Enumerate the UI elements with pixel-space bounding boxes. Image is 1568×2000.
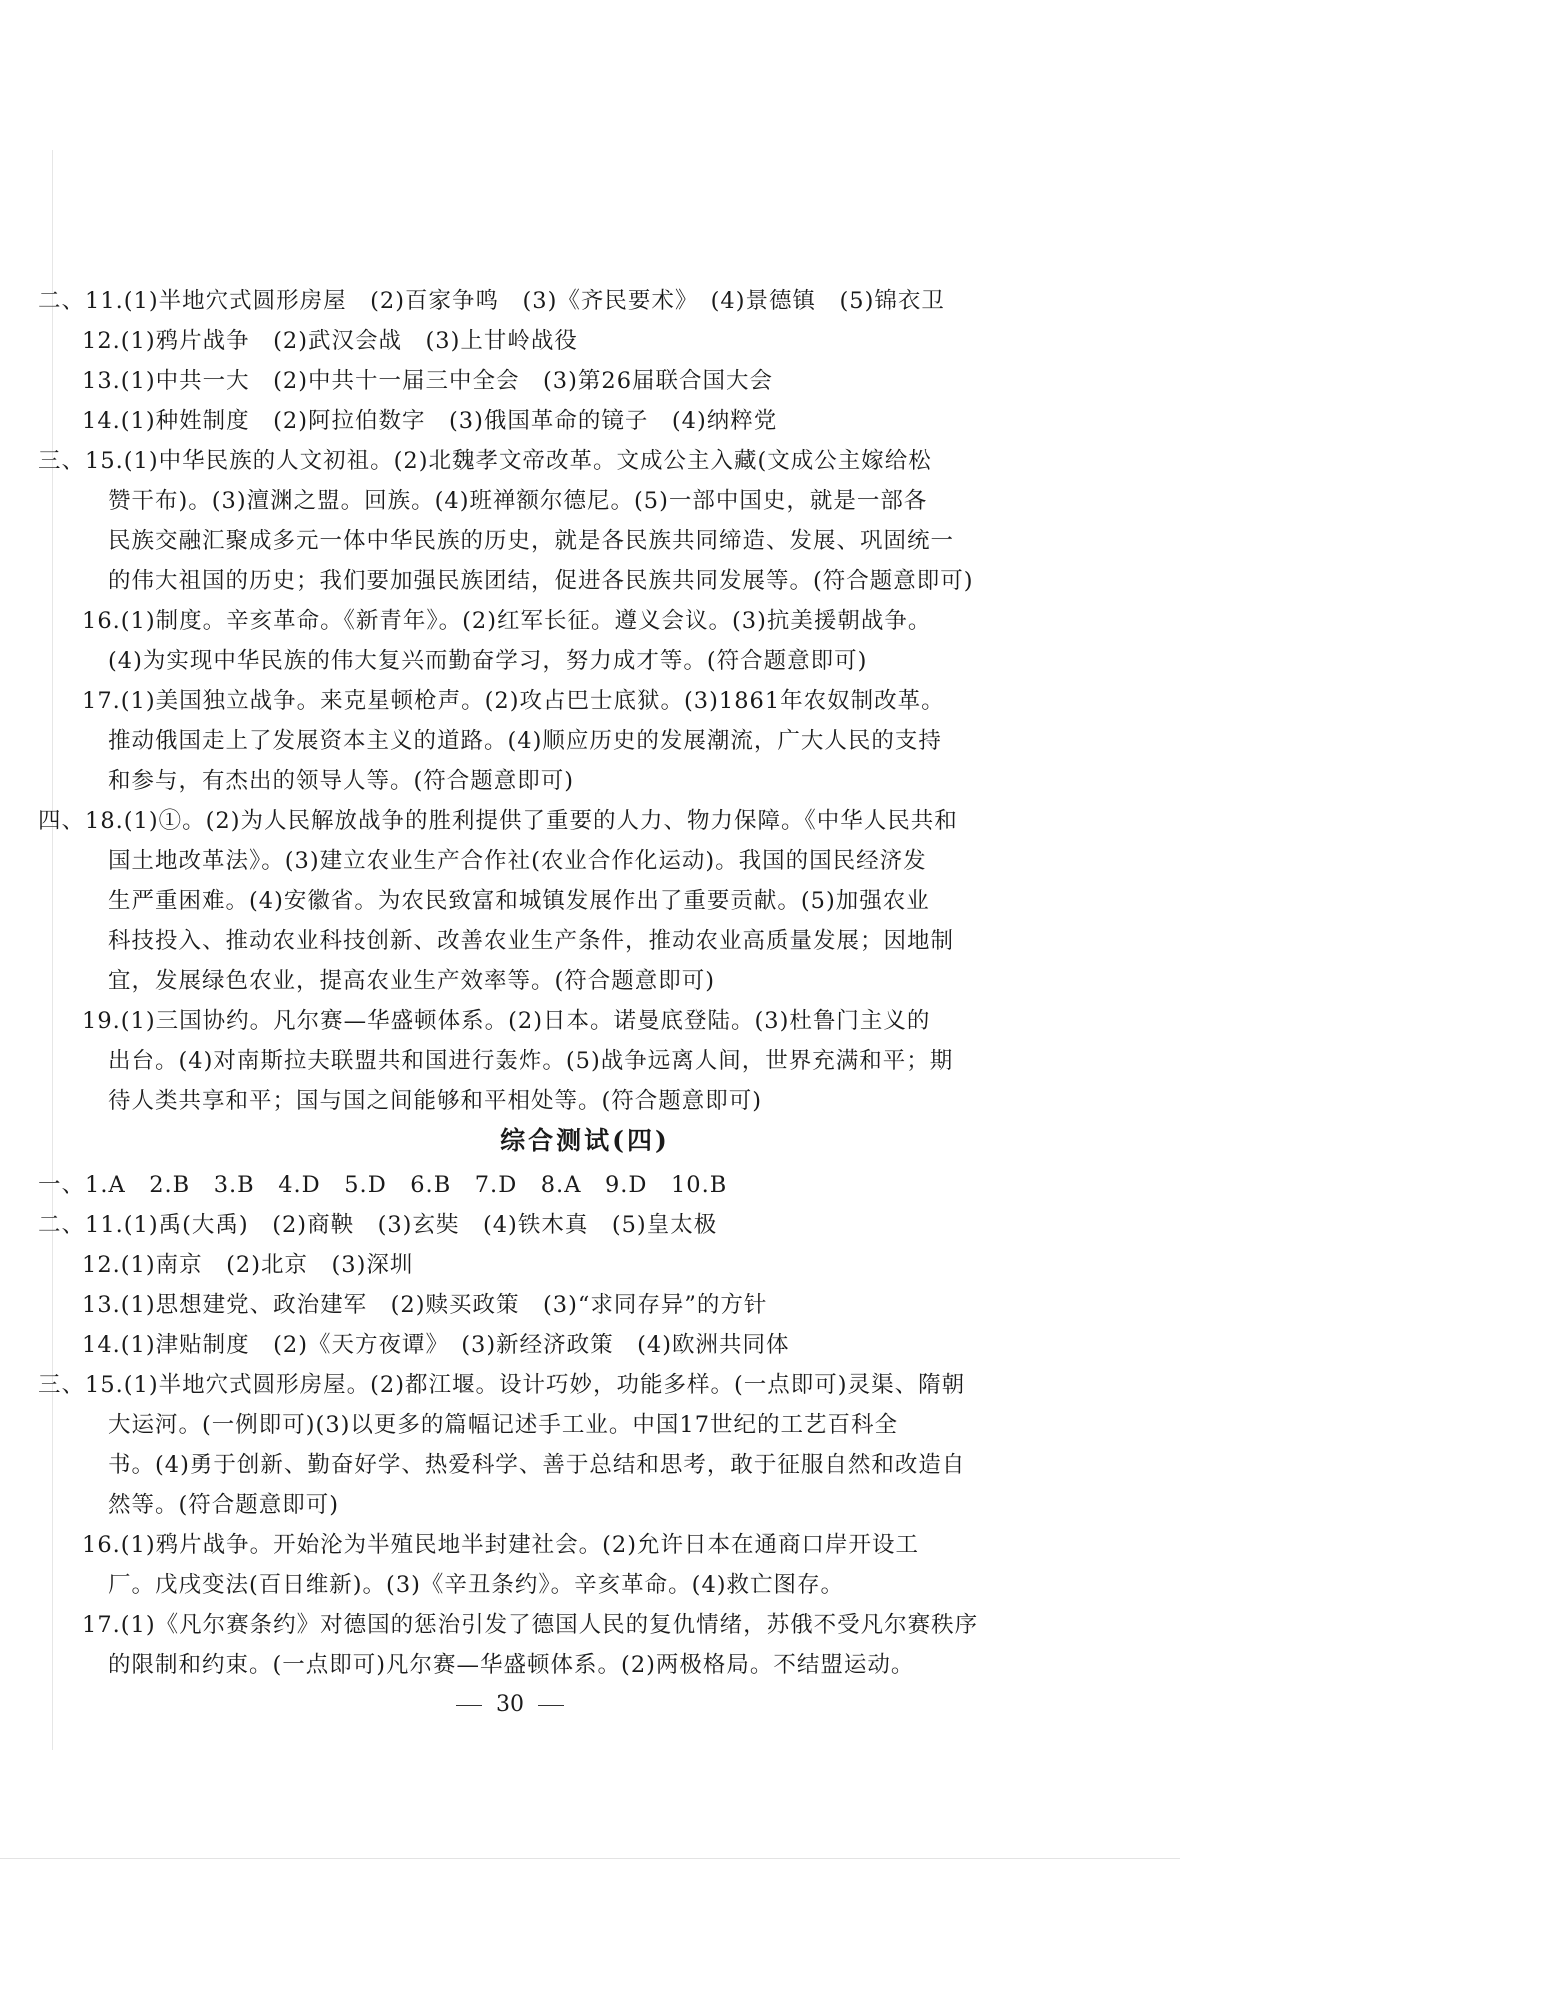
answer-line: 大运河。(一例即可)(3)以更多的篇幅记述手工业。中国17世纪的工艺百科全 xyxy=(108,1412,899,1438)
page-number: 30 xyxy=(496,1692,524,1717)
answer-line: 17.(1)《凡尔赛条约》对德国的惩治引发了德国人民的复仇情绪，苏俄不受凡尔赛秩序 xyxy=(82,1612,979,1638)
answer-line: 二、11.(1)半地穴式圆形房屋 (2)百家争鸣 (3)《齐民要术》 (4)景德镇 (5)锦衣卫 xyxy=(38,288,945,314)
answer-line: 二、11.(1)禹(大禹) (2)商鞅 (3)玄奘 (4)铁木真 (5)皇太极 xyxy=(38,1212,718,1238)
answer-line: 生严重困难。(4)安徽省。为农民致富和城镇发展作出了重要贡献。(5)加强农业 xyxy=(108,888,930,914)
scan-bottom-line xyxy=(0,1858,1180,1859)
answer-line: 16.(1)制度。辛亥革命。《新青年》。(2)红军长征。遵义会议。(3)抗美援朝战争。 xyxy=(82,608,932,634)
section-title: 综合测试(四) xyxy=(500,1126,670,1155)
answer-line: 的伟大祖国的历史；我们要加强民族团结，促进各民族共同发展等。(符合题意即可) xyxy=(108,568,974,594)
answer-line: 12.(1)鸦片战争 (2)武汉会战 (3)上甘岭战役 xyxy=(82,328,578,354)
answer-line: 14.(1)种姓制度 (2)阿拉伯数字 (3)俄国革命的镜子 (4)纳粹党 xyxy=(82,408,778,434)
answer-line: 和参与，有杰出的领导人等。(符合题意即可) xyxy=(108,768,575,794)
answer-line: 16.(1)鸦片战争。开始沦为半殖民地半封建社会。(2)允许日本在通商口岸开设工 xyxy=(82,1532,920,1558)
answer-line: 12.(1)南京 (2)北京 (3)深圳 xyxy=(82,1252,414,1278)
answer-line: 科技投入、推动农业科技创新、改善农业生产条件，推动农业高质量发展；因地制 xyxy=(108,928,955,954)
answer-line: 宜，发展绿色农业，提高农业生产效率等。(符合题意即可) xyxy=(108,968,716,994)
answer-line: 然等。(符合题意即可) xyxy=(108,1492,340,1518)
answer-line: 13.(1)中共一大 (2)中共十一届三中全会 (3)第26届联合国大会 xyxy=(82,368,774,394)
answer-line: 17.(1)美国独立战争。来克星顿枪声。(2)攻占巴士底狱。(3)1861年农奴制改革。 xyxy=(82,688,945,714)
answer-line: (4)为实现中华民族的伟大复兴而勤奋学习，努力成才等。(符合题意即可) xyxy=(108,648,868,674)
footer-dash-left xyxy=(456,1705,482,1706)
answer-line: 三、15.(1)半地穴式圆形房屋。(2)都江堰。设计巧妙，功能多样。(一点即可)灵渠、隋朝 xyxy=(38,1372,966,1398)
answer-line: 一、1.A 2.B 3.B 4.D 5.D 6.B 7.D 8.A 9.D 10.B xyxy=(38,1172,728,1198)
answer-line: 厂。戊戌变法(百日维新)。(3)《辛丑条约》。辛亥革命。(4)救亡图存。 xyxy=(108,1572,845,1598)
answer-line: 出台。(4)对南斯拉夫联盟共和国进行轰炸。(5)战争远离人间，世界充满和平；期 xyxy=(108,1048,954,1074)
answer-line: 待人类共享和平；国与国之间能够和平相处等。(符合题意即可) xyxy=(108,1088,763,1114)
answer-line: 国土地改革法》。(3)建立农业生产合作社(农业合作化运动)。我国的国民经济发 xyxy=(108,848,927,874)
answer-line: 19.(1)三国协约。凡尔赛—华盛顿体系。(2)日本。诺曼底登陆。(3)杜鲁门主义的 xyxy=(82,1008,931,1034)
answer-line: 赞干布)。(3)澶渊之盟。回族。(4)班禅额尔德尼。(5)一部中国史，就是一部各 xyxy=(108,488,928,514)
footer-dash-right xyxy=(538,1705,564,1706)
answer-line: 的限制和约束。(一点即可)凡尔赛—华盛顿体系。(2)两极格局。不结盟运动。 xyxy=(108,1652,915,1678)
answer-line: 四、18.(1)①。(2)为人民解放战争的胜利提供了重要的人力、物力保障。《中华人民共和 xyxy=(38,808,958,834)
answer-line: 民族交融汇聚成多元一体中华民族的历史，就是各民族共同缔造、发展、巩固统一 xyxy=(108,528,955,554)
scan-edge-line xyxy=(52,150,53,1750)
answer-line: 推动俄国走上了发展资本主义的道路。(4)顺应历史的发展潮流，广大人民的支持 xyxy=(108,728,942,754)
answer-line: 书。(4)勇于创新、勤奋好学、热爱科学、善于总结和思考，敢于征服自然和改造自 xyxy=(108,1452,966,1478)
page-footer xyxy=(0,1690,1020,1720)
answer-line: 三、15.(1)中华民族的人文初祖。(2)北魏孝文帝改革。文成公主入藏(文成公主嫁给松 xyxy=(38,448,932,474)
answer-line: 13.(1)思想建党、政治建军 (2)赎买政策 (3)“求同存异”的方针 xyxy=(82,1292,768,1318)
answer-line: 14.(1)津贴制度 (2)《天方夜谭》 (3)新经济政策 (4)欧洲共同体 xyxy=(82,1332,790,1358)
